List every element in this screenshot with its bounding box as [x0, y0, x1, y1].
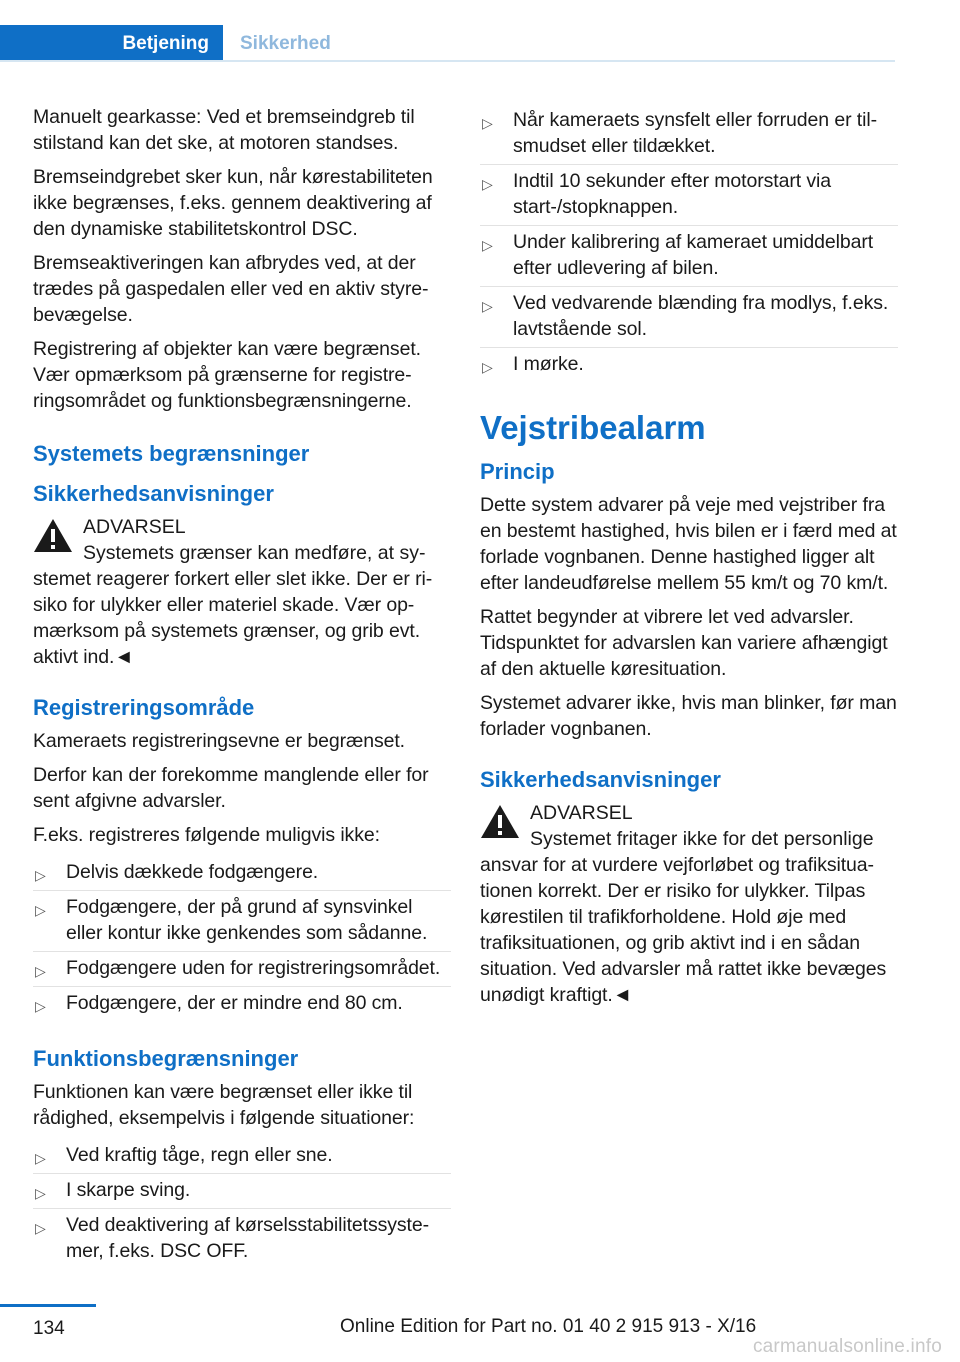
- paragraph: Dette system advarer på veje med vejstriber fra en bestemt hastighed, hvis bilen er i færd med at forlade vognbanen. Denne hastighed ligger alt efter landeudførelse mellem 55 km/t og 70 km/t.: [480, 494, 897, 594]
- heading-systemets-begraensninger: Systemets begrænsninger: [33, 441, 310, 466]
- list-registrering: [33, 856, 451, 1021]
- bullet-triangle-icon: ▷: [35, 1185, 46, 1201]
- bullet-triangle-icon: ▷: [35, 902, 46, 918]
- paragraph: Registrering af objekter kan være begrænset. Vær opmærksom på grænserne for registreringsområdet og funktionsbegrænsningerne.: [33, 338, 421, 412]
- bullet-triangle-icon: ▷: [482, 115, 493, 131]
- list-item: ▷ Delvis dækkede fodgængere.: [33, 856, 451, 891]
- warning-box: [480, 800, 898, 1008]
- paragraph: F.eks. registreres følgende muligvis ikke:: [33, 824, 380, 846]
- list-item: ▷ I skarpe sving.: [33, 1174, 451, 1209]
- paragraph: Derfor kan der forekomme manglende eller for sent afgivne advarsler.: [33, 764, 429, 812]
- heading-sikkerhedsanvisninger: Sikkerhedsanvisninger: [33, 481, 274, 506]
- list-item: ▷ Ved vedvarende blænding fra modlys, f.eks. lavtstående sol.: [480, 287, 898, 348]
- tab-sikkerhed[interactable]: Sikkerhed: [240, 33, 331, 54]
- paragraph: Funktionen kan være begrænset eller ikke til rådighed, eksempelvis i følgende situationer:: [33, 1081, 415, 1129]
- header-rule: [0, 60, 895, 62]
- bullet-triangle-icon: ▷: [482, 176, 493, 192]
- heading-vejstribealarm: Vejstribealarm: [480, 409, 706, 446]
- section-tab-bar: [0, 25, 895, 62]
- bullet-triangle-icon: ▷: [35, 867, 46, 883]
- paragraph: Bremseaktiveringen kan afbrydes ved, at der trædes på gaspedalen eller ved en aktiv styrebevægelse.: [33, 252, 429, 326]
- bullet-triangle-icon: ▷: [35, 1220, 46, 1236]
- bullet-triangle-icon: ▷: [35, 998, 46, 1014]
- warning-box: [33, 514, 451, 670]
- list-item: ▷ Når kameraets synsfelt eller forruden er tilsmudset eller tildækket.: [480, 104, 898, 165]
- footer-rule: [0, 1304, 96, 1307]
- bullet-triangle-icon: ▷: [35, 963, 46, 979]
- warning-text: ansvar for at vurdere vejforløbet og trafiksituationen korrekt. Der er risiko for ulykker. Tilpas kørestilen til trafikforholdene. Hold øje med trafiksituationen, og grib aktivt ind i en sådan situation. Ved advarsler må rattet ikke bevæges unødigt kraftigt.◄: [480, 854, 887, 1006]
- paragraph: Systemet advarer ikke, hvis man blinker, før man forlader vognbanen.: [480, 692, 897, 740]
- list-item: ▷ Indtil 10 sekunder efter motorstart via start-/stopknappen.: [480, 165, 898, 226]
- list-item: ▷ Ved kraftig tåge, regn eller sne.: [33, 1139, 451, 1174]
- list-item: ▷ Fodgængere, der er mindre end 80 cm.: [33, 987, 451, 1021]
- bullet-triangle-icon: ▷: [482, 298, 493, 314]
- list-funktion: [33, 1139, 451, 1269]
- list-item: ▷ Fodgængere, der på grund af synsvinkel eller kontur ikke genkendes som sådanne.: [33, 891, 451, 952]
- bullet-triangle-icon: ▷: [482, 359, 493, 375]
- list-funktion-cont: [480, 104, 898, 382]
- watermark: carmanualsonline.info: [752, 1336, 942, 1357]
- bullet-triangle-icon: ▷: [35, 1150, 46, 1166]
- warning-text-first-line: Systemets grænser kan medføre, at sy‐: [83, 542, 426, 564]
- paragraph: Rattet begynder at vibrere let ved advarsler. Tidspunktet for advarslen kan variere afhængigt af den aktuelle køresituation.: [480, 606, 888, 680]
- warning-triangle-icon: [480, 804, 520, 839]
- bullet-triangle-icon: ▷: [482, 237, 493, 253]
- warning-text-first-line: Systemet fritager ikke for det personlige: [530, 828, 874, 850]
- paragraph: Manuelt gearkasse: Ved et bremseindgreb til stilstand kan det ske, at motoren standses.: [33, 106, 415, 154]
- list-item: ▷ I mørke.: [480, 348, 898, 382]
- heading-funktionsbegraensninger: Funktionsbegrænsninger: [33, 1046, 299, 1071]
- warning-title: ADVARSEL: [83, 516, 186, 538]
- warning-text: stemet reagerer forkert eller slet ikke. Der er ri‐ siko for ulykker eller materiel skade. Vær op‐ mærksom på systemets grænser, og grib evt. aktivt ind.◄: [33, 568, 433, 668]
- left-column: [33, 104, 451, 1269]
- list-item: ▷ Fodgængere uden for registreringsområdet.: [33, 952, 451, 987]
- paragraph: Kameraets registreringsevne er begrænset.: [33, 730, 405, 752]
- tab-betjening[interactable]: Betjening: [0, 25, 223, 62]
- right-column: [480, 104, 898, 1008]
- edition-label: Online Edition for Part no. 01 40 2 915 913 - X/16: [340, 1316, 757, 1337]
- heading-registreringsomraade: Registreringsområde: [33, 695, 255, 720]
- heading-princip: Princip: [480, 459, 555, 484]
- paragraph: Bremseindgrebet sker kun, når kørestabiliteten ikke begrænses, f.eks. gennem deaktivering af den dynamiske stabilitetskontrol DSC.: [33, 166, 433, 240]
- list-item: ▷ Under kalibrering af kameraet umiddelbart efter udlevering af bilen.: [480, 226, 898, 287]
- warning-triangle-icon: [33, 518, 73, 553]
- list-item: ▷ Ved deaktivering af kørselsstabilitetssystemer, f.eks. DSC OFF.: [35, 1214, 430, 1262]
- heading-sikkerhedsanvisninger: Sikkerhedsanvisninger: [480, 767, 721, 792]
- page-number: 134: [33, 1318, 65, 1339]
- warning-title: ADVARSEL: [530, 802, 633, 824]
